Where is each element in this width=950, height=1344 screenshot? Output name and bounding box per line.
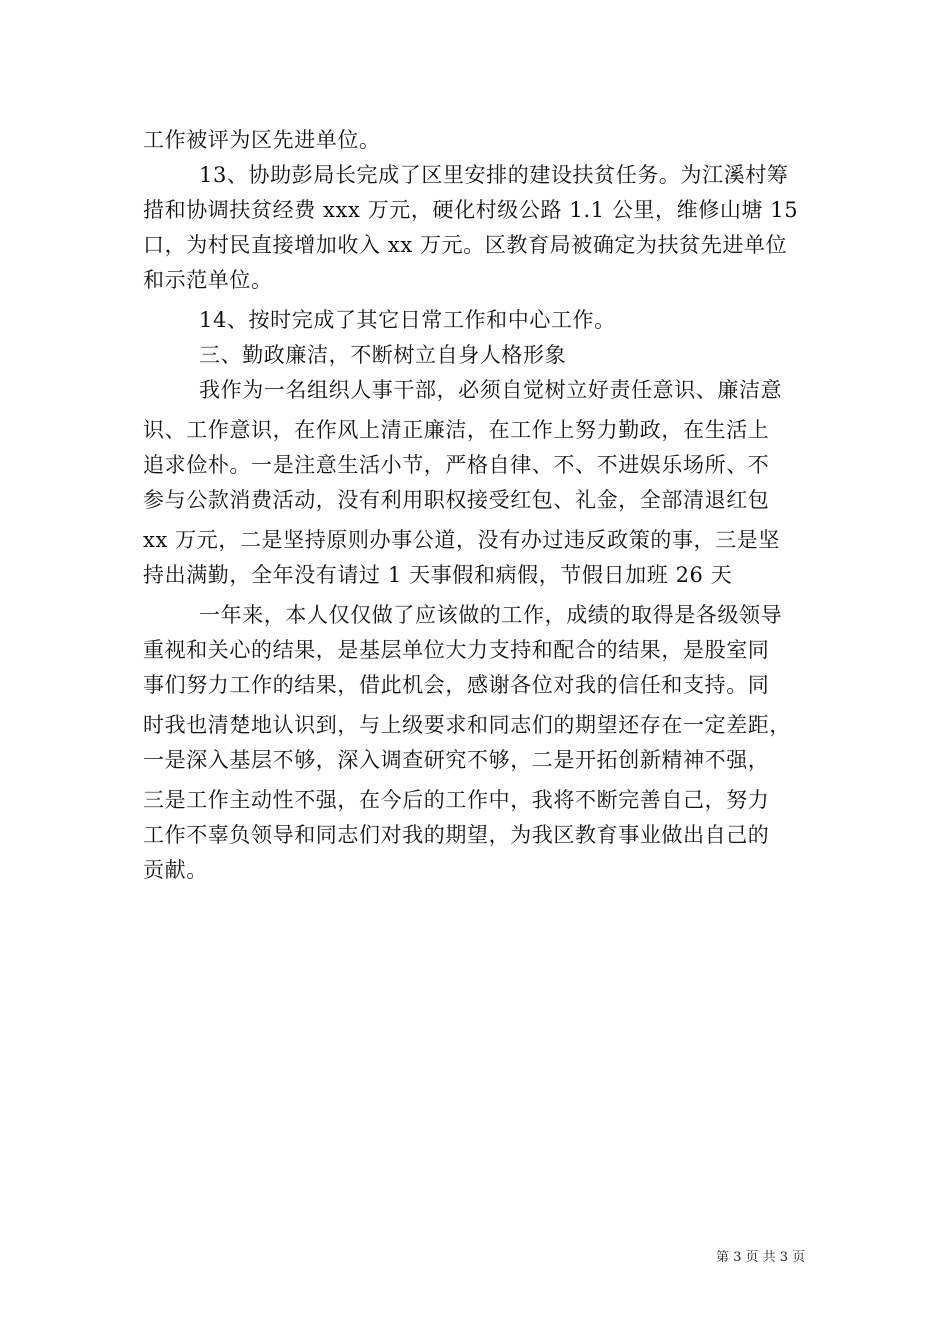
body-line: 13、协助彭局长完成了区里安排的建设扶贫任务。为江溪村筹 <box>199 163 789 187</box>
body-line: 时我也清楚地认识到，与上级要求和同志们的期望还存在一定差距， <box>143 713 791 737</box>
body-line: 贡献。 <box>143 858 208 882</box>
body-line: 口，为村民直接增加收入 xx 万元。区教育局被确定为扶贫先进单位 <box>143 233 788 257</box>
page-number-footer: 第 3 页 共 3 页 <box>716 1250 806 1265</box>
body-line: 事们努力工作的结果，借此机会，感谢各位对我的信任和支持。同 <box>143 673 770 697</box>
body-line: 工作被评为区先进单位。 <box>143 128 381 152</box>
body-line: 重视和关心的结果，是基层单位大力支持和配合的结果，是股室同 <box>143 638 770 662</box>
body-line: 一年来，本人仅仅做了应该做的工作，成绩的取得是各级领导 <box>199 603 783 627</box>
body-line: 我作为一名组织人事干部，必须自觉树立好责任意识、廉洁意 <box>199 378 783 402</box>
body-line: 追求俭朴。一是注意生活小节，严格自律、不、不进娱乐场所、不 <box>143 453 770 477</box>
body-line: 参与公款消费活动，没有利用职权接受红包、礼金，全部清退红包 <box>143 488 770 512</box>
body-line: 措和协调扶贫经费 xxx 万元，硬化村级公路 1.1 公里，维修山塘 15 <box>143 198 799 222</box>
body-line: 和示范单位。 <box>143 268 273 292</box>
body-line: 识、工作意识，在作风上清正廉洁，在工作上努力勤政，在生活上 <box>143 418 770 442</box>
body-line: 工作不辜负领导和同志们对我的期望，为我区教育事业做出自己的 <box>143 823 770 847</box>
body-line: 持出满勤，全年没有请过 1 天事假和病假，节假日加班 26 天 <box>143 563 733 587</box>
body-line: xx 万元，二是坚持原则办事公道，没有办过违反政策的事，三是坚 <box>143 528 780 552</box>
body-line: 14、按时完成了其它日常工作和中心工作。 <box>199 308 616 332</box>
body-line: 一是深入基层不够，深入调查研究不够，二是开拓创新精神不强， <box>143 748 770 772</box>
section-heading: 三、勤政廉洁，不断树立自身人格形象 <box>199 343 567 367</box>
body-line: 三是工作主动性不强，在今后的工作中，我将不断完善自己，努力 <box>143 788 770 812</box>
